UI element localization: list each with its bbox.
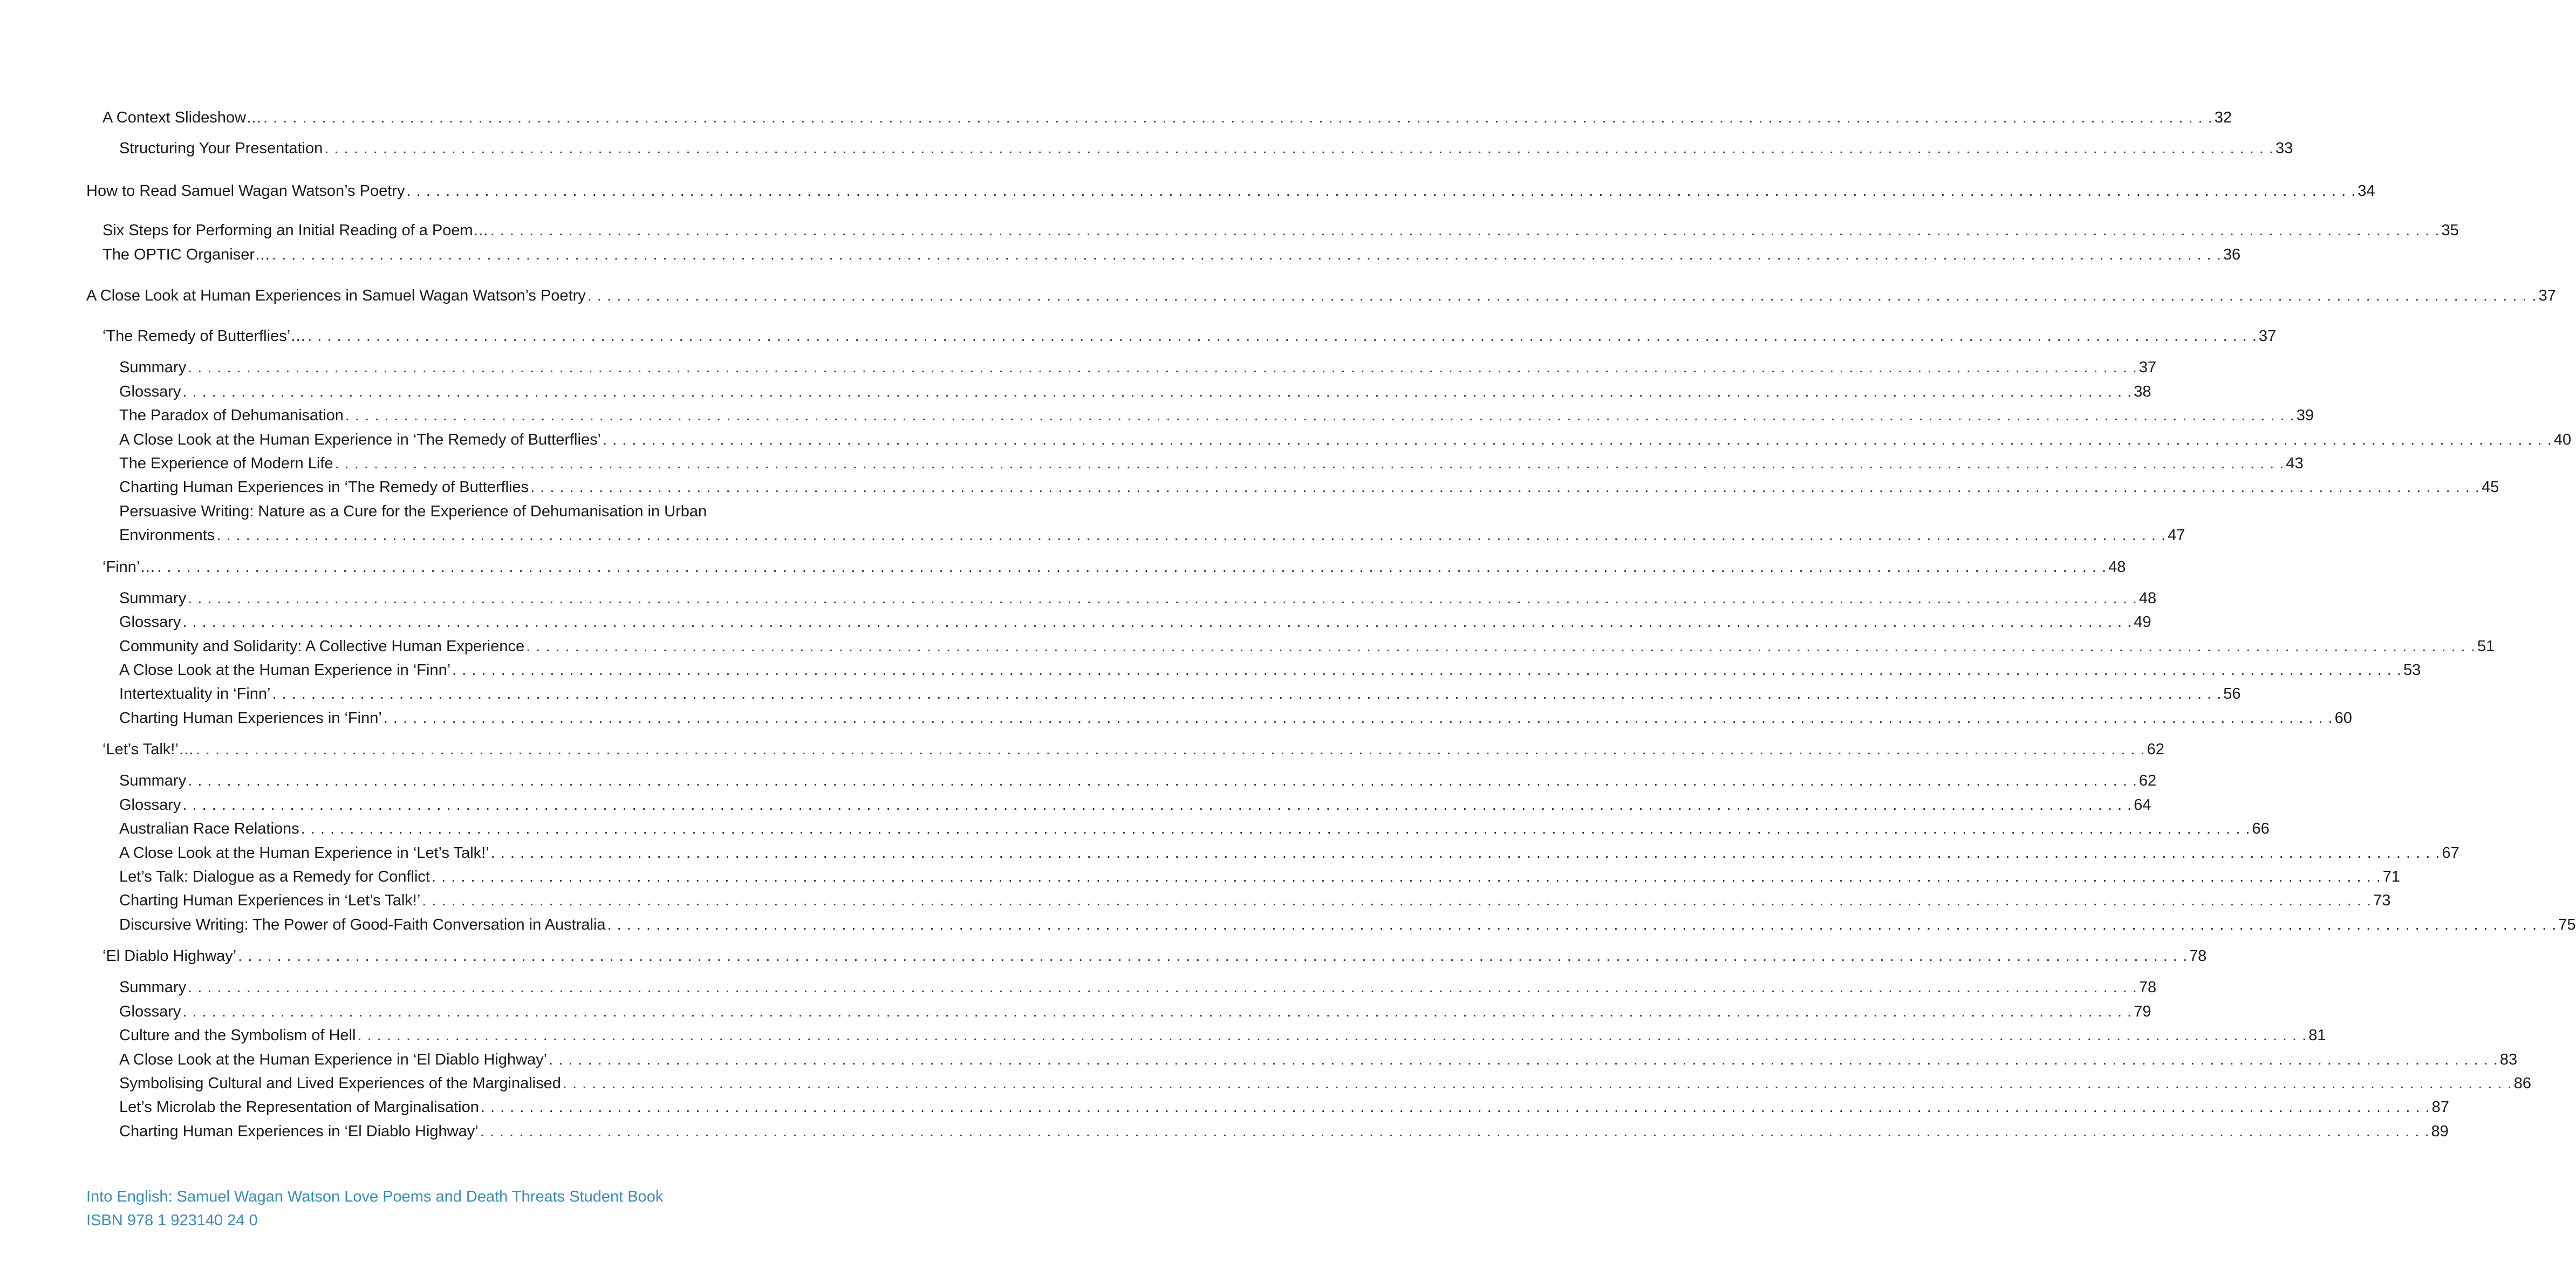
toc-entry-title: Let’s Microlab the Representation of Marginalisation [119,1099,479,1116]
toc-entry-page: 56 [2223,685,2241,702]
toc-entry-page: 73 [2373,892,2391,909]
footer-title: Into English: Samuel Wagan Watson Love Poems and Death Threats Student Book [86,1188,664,1205]
toc-entry[interactable] [86,181,2375,201]
toc-leader-dots: . . . . . . . . . . . . . . . . . . . . . . . . . . . . . . . . . . . . . . . . . . . . . . . . . . . . . . . . . . . . . . . . . . . . . . . . . . . . . . . . . . . . . . . . . . . . . . . . . . . . . . . . . . . . . . . . . . . . . . . . . . . . . . . . . . . . . . . . . . . . . . . . . . . . . . . . . . . . . . . . . . . . . . . . . . . . . . . . . . . . . . . . . . . . . . . . . . . . . . . . [490,222,2440,239]
toc-entry-page: 37 [2538,287,2556,304]
toc-entry-title: The Paradox of Dehumanisation [119,407,344,424]
toc-entry-title: Summary [119,772,187,789]
toc-entry[interactable] [103,326,2277,346]
toc-entry-page: 36 [2223,246,2241,263]
toc-entry[interactable] [119,1074,2531,1093]
toc-entry[interactable] [119,139,2293,158]
toc-leader-dots: . . . . . . . . . . . . . . . . . . . . . . . . . . . . . . . . . . . . . . . . . . . . . . . . . . . . . . . . . . . . . . . . . . . . . . . . . . . . . . . . . . . . . . . . . . . . . . . . . . . . . . . . . . . . . . . . . . . . . . . . . . . . . . . . . . . . . . . . . . . . . . . . . . . . . . . . . . . . . . . . . . . . . . . . . . . . . . . . . . . . . . . . . . . . . . . . . . . . . . . . [182,796,2133,814]
toc-entry[interactable] [119,660,2421,680]
toc-entry-title: Let’s Talk: Dialogue as a Remedy for Conflict [119,868,430,885]
toc-entry-title: ‘Finn’… [103,558,156,576]
toc-entry-title: The Experience of Modern Life [119,455,333,472]
toc-entry-title: Charting Human Experiences in ‘El Diablo Highway’ [119,1123,479,1140]
toc-leader-dots: . . . . . . . . . . . . . . . . . . . . . . . . . . . . . . . . . . . . . . . . . . . . . . . . . . . . . . . . . . . . . . . . . . . . . . . . . . . . . . . . . . . . . . . . . . . . . . . . . . . . . . . . . . . . . . . . . . . . . . . . . . . . . . . . . . . . . . . . . . . . . . . . . . . . . . . . . . . . . . . . . . . . . . . . . . . . . . . . . . . . . . . . . . . . . . . . . . . . . . . . [195,741,2145,758]
toc-entry-page: 67 [2442,844,2459,862]
toc-entry[interactable] [103,221,2459,240]
toc-entry-title: A Context Slideshow… [103,109,262,126]
toc-entry-title: Structuring Your Presentation [119,140,323,157]
toc-leader-dots: . . . . . . . . . . . . . . . . . . . . . . . . . . . . . . . . . . . . . . . . . . . . . . . . . . . . . . . . . . . . . . . . . . . . . . . . . . . . . . . . . . . . . . . . . . . . . . . . . . . . . . . . . . . . . . . . . . . . . . . . . . . . . . . . . . . . . . . . . . . . . . . . . . . . . . . . . . . . . . . . . . . . . . . . . . . . . . . . . . . . . . . . . . . . . . . . . . . . . . . . [300,820,2251,837]
toc-entry[interactable] [119,637,2495,656]
toc-entry-page: 38 [2134,383,2151,400]
toc-leader-dots: . . . . . . . . . . . . . . . . . . . . . . . . . . . . . . . . . . . . . . . . . . . . . . . . . . . . . . . . . . . . . . . . . . . . . . . . . . . . . . . . . . . . . . . . . . . . . . . . . . . . . . . . . . . . . . . . . . . . . . . . . . . . . . . . . . . . . . . . . . . . . . . . . . . . . . . . . . . . . . . . . . . . . . . . . . . . . . . . . . . . . . . . . . . . . . . . . . . . . . . . [263,109,2213,126]
toc-leader-dots: . . . . . . . . . . . . . . . . . . . . . . . . . . . . . . . . . . . . . . . . . . . . . . . . . . . . . . . . . . . . . . . . . . . . . . . . . . . . . . . . . . . . . . . . . . . . . . . . . . . . . . . . . . . . . . . . . . . . . . . . . . . . . . . . . . . . . . . . . . . . . . . . . . . . . . . . . . . . . . . . . . . . . . . . . . . . . . . . . . . . . . . . . . . . . . . . . . . . . . . . [272,685,2222,702]
toc-entry[interactable] [86,286,2556,305]
toc-entry-page: 34 [2358,182,2375,200]
toc-entry[interactable] [119,382,2151,401]
toc-entry-page: 47 [2168,527,2185,544]
toc-entry[interactable] [119,867,2401,886]
toc-entry-page: 33 [2276,140,2293,157]
toc-leader-dots: . . . . . . . . . . . . . . . . . . . . . . . . . . . . . . . . . . . . . . . . . . . . . . . . . . . . . . . . . . . . . . . . . . . . . . . . . . . . . . . . . . . . . . . . . . . . . . . . . . . . . . . . . . . . . . . . . . . . . . . . . . . . . . . . . . . . . . . . . . . . . . . . . . . . . . . . . . . . . . . . . . . . . . . . . . . . . . . . . . . . . . . . . . . . . . . . . . . . . . . . [345,407,2295,424]
toc-leader-dots: . . . . . . . . . . . . . . . . . . . . . . . . . . . . . . . . . . . . . . . . . . . . . . . . . . . . . . . . . . . . . . . . . . . . . . . . . . . . . . . . . . . . . . . . . . . . . . . . . . . . . . . . . . . . . . . . . . . . . . . . . . . . . . . . . . . . . . . . . . . . . . . . . . . . . . . . . . . . . . . . . . . . . . . . . . . . . . . . . . . . . . . . . . . . . . . . . . . . . . . . [216,527,2167,544]
toc-leader-dots: . . . . . . . . . . . . . . . . . . . . . . . . . . . . . . . . . . . . . . . . . . . . . . . . . . . . . . . . . . . . . . . . . . . . . . . . . . . . . . . . . . . . . . . . . . . . . . . . . . . . . . . . . . . . . . . . . . . . . . . . . . . . . . . . . . . . . . . . . . . . . . . . . . . . . . . . . . . . . . . . . . . . . . . . . . . . . . . . . . . . . . . . . . . . . . . . . . . . . . . . [182,613,2133,631]
toc-entry-page: 81 [2308,1027,2326,1044]
toc-entry-title: A Close Look at the Human Experience in ‘Let’s Talk!’ [119,844,489,862]
toc-leader-dots: . . . . . . . . . . . . . . . . . . . . . . . . . . . . . . . . . . . . . . . . . . . . . . . . . . . . . . . . . . . . . . . . . . . . . . . . . . . . . . . . . . . . . . . . . . . . . . . . . . . . . . . . . . . . . . . . . . . . . . . . . . . . . . . . . . . . . . . . . . . . . . . . . . . . . . . . . . . . . . . . . . . . . . . . . . . . . . . . . . . . . . . . . . . . . . . . . . . . . . . . [308,328,2257,345]
toc-entry-page: 35 [2441,222,2459,239]
toc-leader-dots: . . . . . . . . . . . . . . . . . . . . . . . . . . . . . . . . . . . . . . . . . . . . . . . . . . . . . . . . . . . . . . . . . . . . . . . . . . . . . . . . . . . . . . . . . . . . . . . . . . . . . . . . . . . . . . . . . . . . . . . . . . . . . . . . . . . . . . . . . . . . . . . . . . . . . . . . . . . . . . . . . . . . . . . . . . . . . . . . . . . . . . . . . . . . . . . . . . . . . . . . [406,182,2356,200]
toc-entry-page: 39 [2296,407,2314,424]
toc-entry-page: 45 [2481,479,2499,496]
toc-entry[interactable] [119,526,2185,545]
toc-entry-title: A Close Look at the Human Experience in ‘Finn’ [119,661,451,679]
toc-entry[interactable] [119,819,2270,838]
toc-entry-page: 89 [2431,1123,2449,1140]
toc-leader-dots: . . . . . . . . . . . . . . . . . . . . . . . . . . . . . . . . . . . . . . . . . . . . . . . . . . . . . . . . . . . . . . . . . . . . . . . . . . . . . . . . . . . . . . . . . . . . . . . . . . . . . . . . . . . . . . . . . . . . . . . . . . . . . . . . . . . . . . . . . . . . . . . . . . . . . . . . . . . . . . . . . . . . . . . . . . . . . . . . . . . . . . . . . . . . . . . . . . . . . . . . [272,246,2222,263]
toc-entry[interactable] [119,589,2157,608]
toc-leader-dots: . . . . . . . . . . . . . . . . . . . . . . . . . . . . . . . . . . . . . . . . . . . . . . . . . . . . . . . . . . . . . . . . . . . . . . . . . . . . . . . . . . . . . . . . . . . . . . . . . . . . . . . . . . . . . . . . . . . . . . . . . . . . . . . . . . . . . . . . . . . . . . . . . . . . . . . . . . . . . . . . . . . . . . . . . . . . . . . . . . . . . . . . . . . . . . . . . . . . . . . . [452,661,2402,679]
toc-entry[interactable] [119,795,2151,815]
toc-entry-title: Glossary [119,796,181,814]
toc-entry[interactable] [119,843,2459,863]
toc-entry[interactable] [119,1026,2326,1045]
toc-entry[interactable] [119,1097,2449,1117]
toc-entry-title: Summary [119,359,187,376]
toc-entry-page: 79 [2134,1003,2151,1020]
toc-entry-title: ‘Let’s Talk!’… [103,741,194,758]
toc-entry-title: Charting Human Experiences in ‘Finn’ [119,710,382,727]
toc-entry[interactable] [119,358,2157,377]
toc-entry-title: ‘El Diablo Highway’ [103,947,237,965]
toc-entry-page: 43 [2286,455,2304,472]
toc-entry-page: 62 [2147,741,2164,758]
toc-entry-title: Community and Solidarity: A Collective Human Experience [119,638,525,655]
toc-entry-title: Symbolising Cultural and Lived Experiences of the Marginalised [119,1075,561,1092]
toc-entry[interactable] [119,978,2157,997]
toc-entry-page: 87 [2431,1099,2449,1116]
toc-leader-dots: . . . . . . . . . . . . . . . . . . . . . . . . . . . . . . . . . . . . . . . . . . . . . . . . . . . . . . . . . . . . . . . . . . . . . . . . . . . . . . . . . . . . . . . . . . . . . . . . . . . . . . . . . . . . . . . . . . . . . . . . . . . . . . . . . . . . . . . . . . . . . . . . . . . . . . . . . . . . . . . . . . . . . . . . . . . . . . . . . . . . . . . . . . . . . . . . . . . . . . . . [324,140,2274,157]
toc-leader-dots: . . . . . . . . . . . . . . . . . . . . . . . . . . . . . . . . . . . . . . . . . . . . . . . . . . . . . . . . . . . . . . . . . . . . . . . . . . . . . . . . . . . . . . . . . . . . . . . . . . . . . . . . . . . . . . . . . . . . . . . . . . . . . . . . . . . . . . . . . . . . . . . . . . . . . . . . . . . . . . . . . . . . . . . . . . . . . . . . . . . . . . . . . . . . . . . . . . . . . . . . [562,1075,2512,1092]
toc-entry-page: 48 [2138,590,2157,607]
toc-leader-dots: . . . . . . . . . . . . . . . . . . . . . . . . . . . . . . . . . . . . . . . . . . . . . . . . . . . . . . . . . . . . . . . . . . . . . . . . . . . . . . . . . . . . . . . . . . . . . . . . . . . . . . . . . . . . . . . . . . . . . . . . . . . . . . . . . . . . . . . . . . . . . . . . . . . . . . . . . . . . . . . . . . . . . . . . . . . . . . . . . . . . . . . . . . . . . . . . . . . . . . . . [188,979,2137,996]
toc-entry-title: Summary [119,590,187,607]
toc-leader-dots: . . . . . . . . . . . . . . . . . . . . . . . . . . . . . . . . . . . . . . . . . . . . . . . . . . . . . . . . . . . . . . . . . . . . . . . . . . . . . . . . . . . . . . . . . . . . . . . . . . . . . . . . . . . . . . . . . . . . . . . . . . . . . . . . . . . . . . . . . . . . . . . . . . . . . . . . . . . . . . . . . . . . . . . . . . . . . . . . . . . . . . . . . . . . . . . . . . . . . . . . [188,359,2137,376]
toc-leader-dots: . . . . . . . . . . . . . . . . . . . . . . . . . . . . . . . . . . . . . . . . . . . . . . . . . . . . . . . . . . . . . . . . . . . . . . . . . . . . . . . . . . . . . . . . . . . . . . . . . . . . . . . . . . . . . . . . . . . . . . . . . . . . . . . . . . . . . . . . . . . . . . . . . . . . . . . . . . . . . . . . . . . . . . . . . . . . . . . . . . . . . . . . . . . . . . . . . . . . . . . . [480,1099,2430,1116]
toc-entry[interactable] [119,1002,2151,1021]
toc-entry-title: Culture and the Symbolism of Hell [119,1027,356,1044]
toc-entry-page: 32 [2214,109,2232,126]
toc-entry[interactable] [119,612,2151,632]
toc-leader-dots: . . . . . . . . . . . . . . . . . . . . . . . . . . . . . . . . . . . . . . . . . . . . . . . . . . . . . . . . . . . . . . . . . . . . . . . . . . . . . . . . . . . . . . . . . . . . . . . . . . . . . . . . . . . . . . . . . . . . . . . . . . . . . . . . . . . . . . . . . . . . . . . . . . . . . . . . . . . . . . . . . . . . . . . . . . . . . . . . . . . . . . . . . . . . . . . . . . . . . . . . [157,558,2107,576]
toc-entry-page: 40 [2553,431,2572,448]
toc-leader-dots: . . . . . . . . . . . . . . . . . . . . . . . . . . . . . . . . . . . . . . . . . . . . . . . . . . . . . . . . . . . . . . . . . . . . . . . . . . . . . . . . . . . . . . . . . . . . . . . . . . . . . . . . . . . . . . . . . . . . . . . . . . . . . . . . . . . . . . . . . . . . . . . . . . . . . . . . . . . . . . . . . . . . . . . . . . . . . . . . . . . . . . . . . . . . . . . . . . . . . . . . [238,947,2188,965]
toc-entry-title: Charting Human Experiences in ‘The Remedy of Butterflies [119,479,529,496]
toc-entry-title: How to Read Samuel Wagan Watson’s Poetry [86,182,405,200]
toc-leader-dots: . . . . . . . . . . . . . . . . . . . . . . . . . . . . . . . . . . . . . . . . . . . . . . . . . . . . . . . . . . . . . . . . . . . . . . . . . . . . . . . . . . . . . . . . . . . . . . . . . . . . . . . . . . . . . . . . . . . . . . . . . . . . . . . . . . . . . . . . . . . . . . . . . . . . . . . . . . . . . . . . . . . . . . . . . . . . . . . . . . . . . . . . . . . . . . . . . . . . . . . . [603,431,2552,448]
toc-leader-dots: . . . . . . . . . . . . . . . . . . . . . . . . . . . . . . . . . . . . . . . . . . . . . . . . . . . . . . . . . . . . . . . . . . . . . . . . . . . . . . . . . . . . . . . . . . . . . . . . . . . . . . . . . . . . . . . . . . . . . . . . . . . . . . . . . . . . . . . . . . . . . . . . . . . . . . . . . . . . . . . . . . . . . . . . . . . . . . . . . . . . . . . . . . . . . . . . . . . . . . . . [526,638,2476,655]
toc-leader-dots: . . . . . . . . . . . . . . . . . . . . . . . . . . . . . . . . . . . . . . . . . . . . . . . . . . . . . . . . . . . . . . . . . . . . . . . . . . . . . . . . . . . . . . . . . . . . . . . . . . . . . . . . . . . . . . . . . . . . . . . . . . . . . . . . . . . . . . . . . . . . . . . . . . . . . . . . . . . . . . . . . . . . . . . . . . . . . . . . . . . . . . . . . . . . . . . . . . . . . . . . [422,892,2372,909]
toc-leader-dots: . . . . . . . . . . . . . . . . . . . . . . . . . . . . . . . . . . . . . . . . . . . . . . . . . . . . . . . . . . . . . . . . . . . . . . . . . . . . . . . . . . . . . . . . . . . . . . . . . . . . . . . . . . . . . . . . . . . . . . . . . . . . . . . . . . . . . . . . . . . . . . . . . . . . . . . . . . . . . . . . . . . . . . . . . . . . . . . . . . . . . . . . . . . . . . . . . . . . . . . . [188,590,2137,607]
toc-entry-title: A Close Look at the Human Experience in ‘The Remedy of Butterflies’ [119,431,602,448]
toc-leader-dots: . . . . . . . . . . . . . . . . . . . . . . . . . . . . . . . . . . . . . . . . . . . . . . . . . . . . . . . . . . . . . . . . . . . . . . . . . . . . . . . . . . . . . . . . . . . . . . . . . . . . . . . . . . . . . . . . . . . . . . . . . . . . . . . . . . . . . . . . . . . . . . . . . . . . . . . . . . . . . . . . . . . . . . . . . . . . . . . . . . . . . . . . . . . . . . . . . . . . . . . . [432,868,2381,885]
toc-entry[interactable] [119,708,2352,728]
toc-entry-page: 83 [2499,1051,2518,1068]
toc-entry-page: 78 [2138,979,2157,996]
toc-entry-page: 62 [2138,772,2157,789]
toc-leader-dots: . . . . . . . . . . . . . . . . . . . . . . . . . . . . . . . . . . . . . . . . . . . . . . . . . . . . . . . . . . . . . . . . . . . . . . . . . . . . . . . . . . . . . . . . . . . . . . . . . . . . . . . . . . . . . . . . . . . . . . . . . . . . . . . . . . . . . . . . . . . . . . . . . . . . . . . . . . . . . . . . . . . . . . . . . . . . . . . . . . . . . . . . . . . . . . . . . . . . . . . . [188,772,2137,789]
toc-entry[interactable] [119,891,2391,910]
footer-isbn: ISBN 978 1 923140 24 0 [86,1212,258,1229]
toc-leader-dots: . . . . . . . . . . . . . . . . . . . . . . . . . . . . . . . . . . . . . . . . . . . . . . . . . . . . . . . . . . . . . . . . . . . . . . . . . . . . . . . . . . . . . . . . . . . . . . . . . . . . . . . . . . . . . . . . . . . . . . . . . . . . . . . . . . . . . . . . . . . . . . . . . . . . . . . . . . . . . . . . . . . . . . . . . . . . . . . . . . . . . . . . . . . . . . . . . . . . . . . . [357,1027,2307,1044]
toc-entry-page: 37 [2138,359,2157,376]
toc-entry-page: 66 [2252,820,2270,837]
toc-entry[interactable] [103,108,2232,127]
toc-entry-title: Glossary [119,613,181,631]
toc-entry-title: A Close Look at the Human Experience in ‘El Diablo Highway’ [119,1051,548,1068]
toc-leader-dots: . . . . . . . . . . . . . . . . . . . . . . . . . . . . . . . . . . . . . . . . . . . . . . . . . . . . . . . . . . . . . . . . . . . . . . . . . . . . . . . . . . . . . . . . . . . . . . . . . . . . . . . . . . . . . . . . . . . . . . . . . . . . . . . . . . . . . . . . . . . . . . . . . . . . . . . . . . . . . . . . . . . . . . . . . . . . . . . . . . . . . . . . . . . . . . . . . . . . . . . . [587,287,2537,304]
toc-entry[interactable] [119,771,2157,790]
toc-leader-dots: . . . . . . . . . . . . . . . . . . . . . . . . . . . . . . . . . . . . . . . . . . . . . . . . . . . . . . . . . . . . . . . . . . . . . . . . . . . . . . . . . . . . . . . . . . . . . . . . . . . . . . . . . . . . . . . . . . . . . . . . . . . . . . . . . . . . . . . . . . . . . . . . . . . . . . . . . . . . . . . . . . . . . . . . . . . . . . . . . . . . . . . . . . . . . . . . . . . . . . . . [182,1003,2133,1020]
toc-entry[interactable] [103,245,2241,264]
toc-entry-title: Australian Race Relations [119,820,299,837]
toc-entry-page: 71 [2382,868,2401,885]
toc-entry-title-continuation: Environments [119,527,215,544]
toc-entry[interactable] [119,454,2304,473]
toc-leader-dots: . . . . . . . . . . . . . . . . . . . . . . . . . . . . . . . . . . . . . . . . . . . . . . . . . . . . . . . . . . . . . . . . . . . . . . . . . . . . . . . . . . . . . . . . . . . . . . . . . . . . . . . . . . . . . . . . . . . . . . . . . . . . . . . . . . . . . . . . . . . . . . . . . . . . . . . . . . . . . . . . . . . . . . . . . . . . . . . . . . . . . . . . . . . . . . . . . . . . . . . . [480,1123,2430,1140]
toc-leader-dots: . . . . . . . . . . . . . . . . . . . . . . . . . . . . . . . . . . . . . . . . . . . . . . . . . . . . . . . . . . . . . . . . . . . . . . . . . . . . . . . . . . . . . . . . . . . . . . . . . . . . . . . . . . . . . . . . . . . . . . . . . . . . . . . . . . . . . . . . . . . . . . . . . . . . . . . . . . . . . . . . . . . . . . . . . . . . . . . . . . . . . . . . . . . . . . . . . . . . . . . . [490,844,2441,862]
toc-entry[interactable] [119,1122,2449,1141]
toc-entry[interactable] [119,406,2314,425]
toc-entry[interactable] [119,430,2572,449]
toc-entry[interactable] [103,557,2126,577]
toc-entry-page: 86 [2513,1075,2531,1092]
toc-entry-page: 78 [2189,947,2207,965]
toc-leader-dots: . . . . . . . . . . . . . . . . . . . . . . . . . . . . . . . . . . . . . . . . . . . . . . . . . . . . . . . . . . . . . . . . . . . . . . . . . . . . . . . . . . . . . . . . . . . . . . . . . . . . . . . . . . . . . . . . . . . . . . . . . . . . . . . . . . . . . . . . . . . . . . . . . . . . . . . . . . . . . . . . . . . . . . . . . . . . . . . . . . . . . . . . . . . . . . . . . . . . . . . . [530,479,2480,496]
toc-entry[interactable] [103,946,2207,966]
toc-entry-page: 53 [2403,661,2421,679]
toc-entry-title: Glossary [119,383,181,400]
toc-entry-title: Intertextuality in ‘Finn’ [119,685,271,702]
toc-entry[interactable] [103,740,2164,759]
toc-leader-dots: . . . . . . . . . . . . . . . . . . . . . . . . . . . . . . . . . . . . . . . . . . . . . . . . . . . . . . . . . . . . . . . . . . . . . . . . . . . . . . . . . . . . . . . . . . . . . . . . . . . . . . . . . . . . . . . . . . . . . . . . . . . . . . . . . . . . . . . . . . . . . . . . . . . . . . . . . . . . . . . . . . . . . . . . . . . . . . . . . . . . . . . . . . . . . . . . . . . . . . . . [549,1051,2498,1068]
toc-leader-dots: . . . . . . . . . . . . . . . . . . . . . . . . . . . . . . . . . . . . . . . . . . . . . . . . . . . . . . . . . . . . . . . . . . . . . . . . . . . . . . . . . . . . . . . . . . . . . . . . . . . . . . . . . . . . . . . . . . . . . . . . . . . . . . . . . . . . . . . . . . . . . . . . . . . . . . . . . . . . . . . . . . . . . . . . . . . . . . . . . . . . . . . . . . . . . . . . . . . . . . . . [383,710,2333,727]
toc-entry[interactable] [119,1050,2518,1069]
toc-entry-title: ‘The Remedy of Butterflies’… [103,328,306,345]
toc-entry-title: A Close Look at Human Experiences in Samuel Wagan Watson’s Poetry [86,287,586,304]
toc-entry-title[interactable]: Persuasive Writing: Nature as a Cure for the Experience of Dehumanisation in Urban [119,503,707,520]
toc-entry-title: Discursive Writing: The Power of Good-Faith Conversation in Australia [119,916,606,933]
toc-entry[interactable] [119,684,2241,704]
toc-entry-page: 64 [2134,796,2151,814]
toc-entry[interactable] [119,477,2499,497]
toc-entry-title: Charting Human Experiences in ‘Let’s Talk!’ [119,892,421,909]
toc-entry-title: Glossary [119,1003,181,1020]
toc-leader-dots: . . . . . . . . . . . . . . . . . . . . . . . . . . . . . . . . . . . . . . . . . . . . . . . . . . . . . . . . . . . . . . . . . . . . . . . . . . . . . . . . . . . . . . . . . . . . . . . . . . . . . . . . . . . . . . . . . . . . . . . . . . . . . . . . . . . . . . . . . . . . . . . . . . . . . . . . . . . . . . . . . . . . . . . . . . . . . . . . . . . . . . . . . . . . . . . . . . . . . . . . [334,455,2285,472]
toc-leader-dots: . . . . . . . . . . . . . . . . . . . . . . . . . . . . . . . . . . . . . . . . . . . . . . . . . . . . . . . . . . . . . . . . . . . . . . . . . . . . . . . . . . . . . . . . . . . . . . . . . . . . . . . . . . . . . . . . . . . . . . . . . . . . . . . . . . . . . . . . . . . . . . . . . . . . . . . . . . . . . . . . . . . . . . . . . . . . . . . . . . . . . . . . . . . . . . . . . . . . . . . . [182,383,2133,400]
toc-entry-title: Summary [119,979,187,996]
toc-leader-dots: . . . . . . . . . . . . . . . . . . . . . . . . . . . . . . . . . . . . . . . . . . . . . . . . . . . . . . . . . . . . . . . . . . . . . . . . . . . . . . . . . . . . . . . . . . . . . . . . . . . . . . . . . . . . . . . . . . . . . . . . . . . . . . . . . . . . . . . . . . . . . . . . . . . . . . . . . . . . . . . . . . . . . . . . . . . . . . . . . . . . . . . . . . . . . . . . . . . . . . . . [607,916,2557,933]
toc-entry[interactable] [119,915,2576,934]
toc-entry-page: 60 [2334,710,2352,727]
toc-entry-page: 48 [2108,558,2126,576]
toc-entry-page: 51 [2477,638,2495,655]
toc-entry-page: 49 [2134,613,2151,631]
toc-entry-page: 75 [2558,916,2576,933]
toc-entry-title: The OPTIC Organiser… [103,246,271,263]
toc-entry-title: Six Steps for Performing an Initial Reading of a Poem… [103,222,489,239]
toc-entry-page: 37 [2258,328,2277,345]
